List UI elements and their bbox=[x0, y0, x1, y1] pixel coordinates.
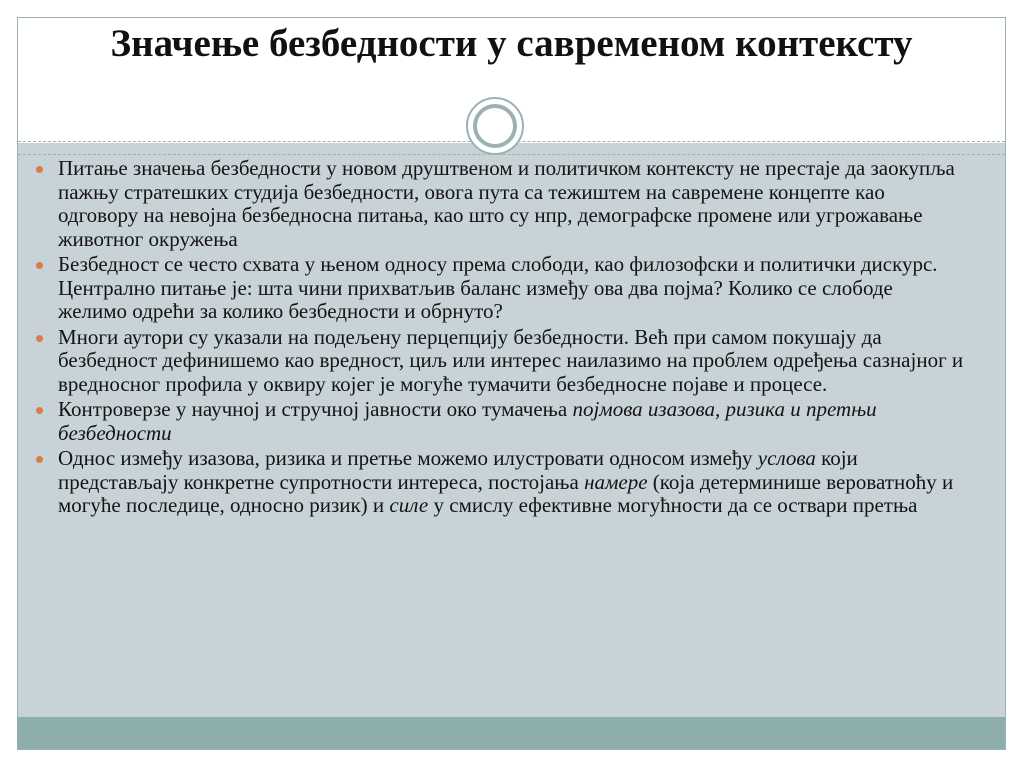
bullet-text: Питање значења безбедности у новом друштвеном и политичком контексту не престаје да заокупља пажњу стратешких студија безбедности, овога пута са тежиштем на савремене концепте као одговору на невојна безбедносна питања, као што су нпр, демографске промене или угрожавање животног окружења bbox=[58, 156, 955, 251]
bullet-text: који представљају конкретне супротности интереса, постојања bbox=[58, 446, 858, 494]
footer-band bbox=[18, 717, 1005, 750]
bullet-text-emphasis: услова bbox=[757, 446, 816, 470]
bullet-list bbox=[36, 157, 966, 520]
bullet-dot-icon bbox=[36, 407, 43, 414]
bullet-text: у смислу ефективне могућности да се оствари претња bbox=[428, 493, 918, 517]
bullet-dot-icon bbox=[36, 335, 43, 342]
bullet-text: Контроверзе у научној и стручној јавности око тумачења bbox=[58, 397, 573, 421]
circle-ornament-icon bbox=[466, 97, 524, 155]
bullet-text-emphasis: силе bbox=[389, 493, 429, 517]
title-divider-lower bbox=[18, 154, 1005, 155]
bullet-text: Многи аутори су указали на подељену перцепцију безбедности. Већ при самом покушају да безбедност дефинишемо као вредност, циљ или интерес наилазимо на проблем одређења сазнајног и вредносног профила у оквиру којег је могуће тумачити безбедносне појаве и процесе. bbox=[58, 324, 964, 396]
bullet-text: (која детерминише вероватноћу и могуће последице, односно ризик) и bbox=[58, 469, 954, 517]
bullet-text-emphasis: појмова изазова, ризика и претњи безбедности bbox=[58, 397, 877, 445]
bullet-dot-icon bbox=[36, 262, 43, 269]
bullet-text: Безбедност се често схвата у њеном односу према слободи, као филозофски и политички дискурс. Централно питање је: шта чини прихватљив баланс између ова два појма? Колико се слободе желимо одрећи за колико безбедности и обрнуто? bbox=[58, 252, 938, 323]
bullet-item bbox=[36, 326, 966, 397]
bullet-dot-icon bbox=[36, 166, 43, 173]
bullet-dot-icon bbox=[36, 456, 43, 463]
slide-title: Значење безбедности у савременом контексту bbox=[110, 22, 913, 65]
bullet-item bbox=[36, 157, 966, 251]
bullet-item bbox=[36, 398, 966, 445]
circle-ornament-inner bbox=[473, 104, 517, 148]
bullet-text: Однос између изазова, ризика и претње можемо илустровати односом између bbox=[58, 446, 758, 470]
bullet-item bbox=[36, 447, 966, 518]
bullet-item bbox=[36, 253, 966, 324]
bullet-text-emphasis: намере bbox=[584, 469, 648, 494]
